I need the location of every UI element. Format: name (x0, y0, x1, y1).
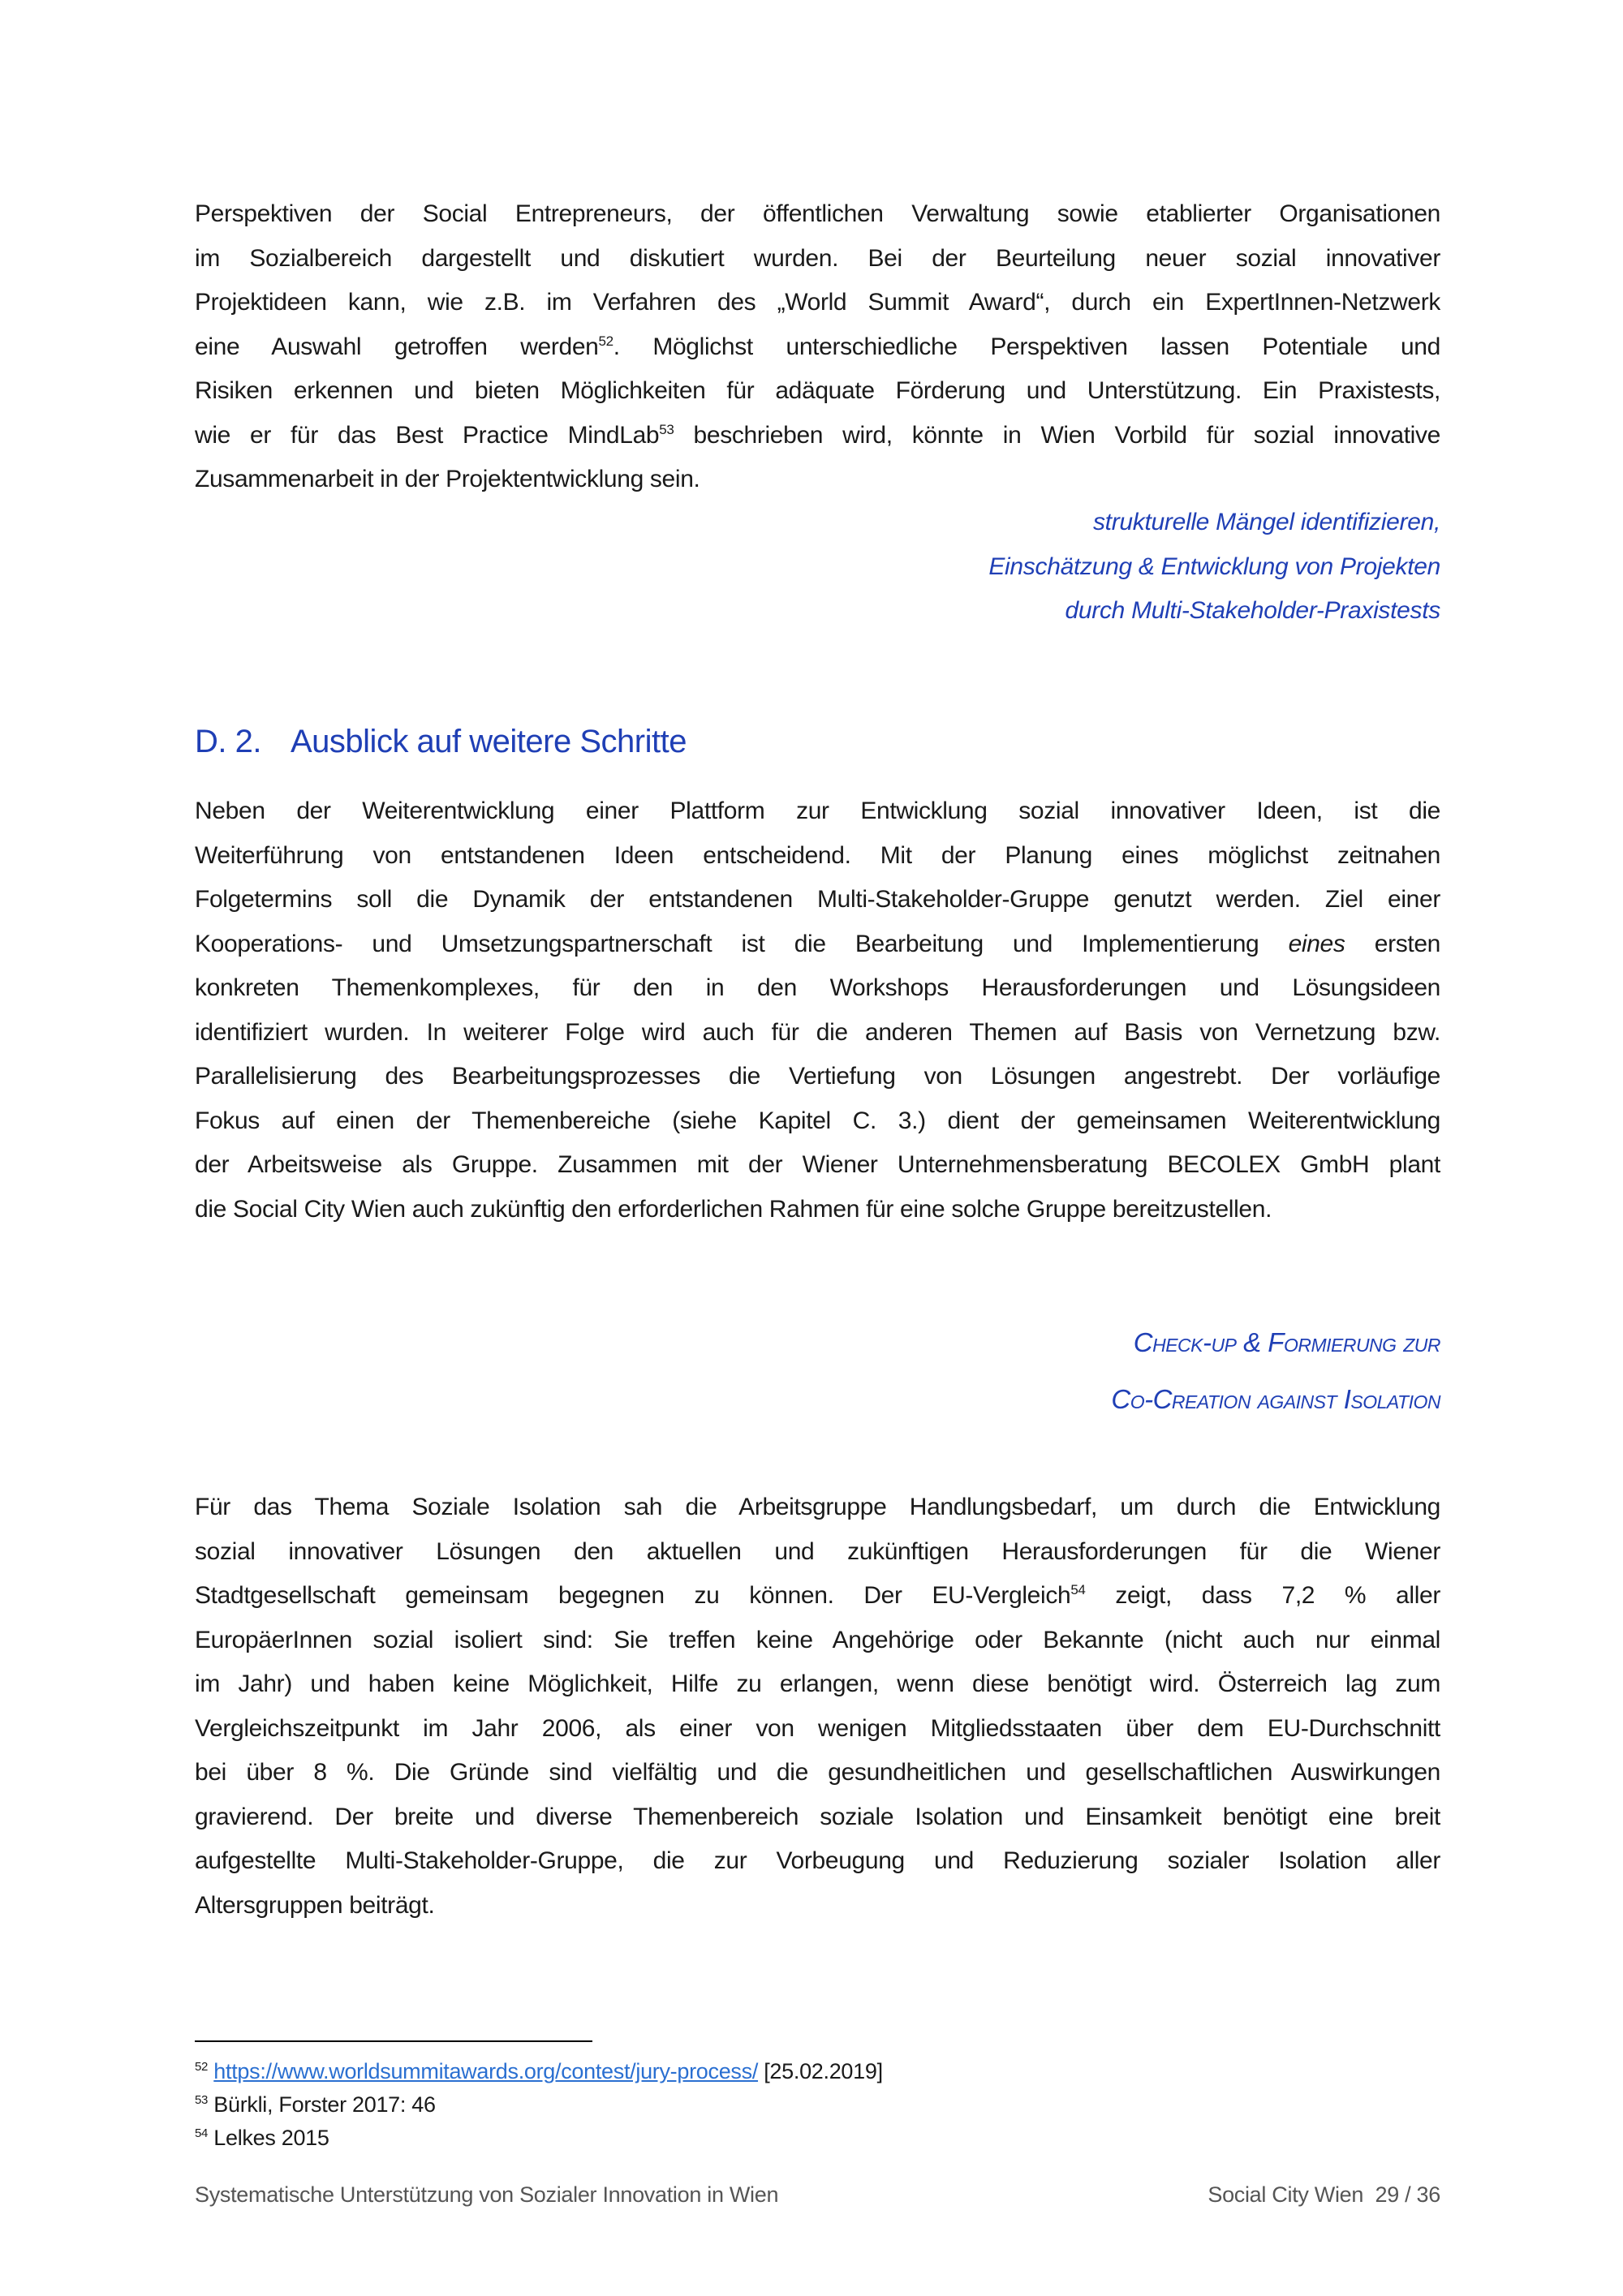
footnote-date: [25.02.2019] (758, 2059, 883, 2083)
footnote-separator (195, 2040, 592, 2042)
text-line (195, 966, 1440, 1011)
text-segment: identifiziert wurden. In weiterer Folge wird auch für die anderen Themen auf Basis von Vernetzung bzw. (195, 1018, 1440, 1046)
text-line (195, 1055, 1440, 1099)
text-line (195, 1884, 1440, 1928)
text-line (195, 834, 1440, 879)
text-segment: Kooperations- und Umsetzungspartnerschaft ist die Bearbeitung und Implementierung (195, 930, 1289, 957)
text-segment: EuropäerInnen sozial isoliert sind: Sie treffen keine Angehörige oder Bekannte (nicht auch nur einmal (195, 1626, 1440, 1653)
text-line (195, 1099, 1440, 1144)
text-segment: Vergleichszeitpunkt im Jahr 2006, als einer von wenigen Mitgliedsstaaten über dem EU-Durchschnitt (195, 1714, 1440, 1742)
paragraph-2 (195, 789, 1440, 1232)
text-line (195, 458, 1440, 502)
text-line (195, 237, 1440, 282)
text-line (195, 1662, 1440, 1707)
text-segment: wie er für das Best Practice MindLab (195, 421, 660, 449)
paragraph-1 (195, 192, 1440, 502)
footnote-53 (195, 2088, 436, 2121)
text-line (195, 922, 1440, 967)
text-segment: beschrieben wird, könnte in Wien Vorbild für sozial innovative (674, 421, 1440, 449)
text-segment: Stadtgesellschaft gemeinsam begegnen zu können. Der EU-Vergleich (195, 1582, 1071, 1609)
footnote-reference: 52 (598, 333, 613, 349)
section-heading (195, 724, 687, 760)
footnote-52 (195, 2055, 883, 2087)
quote-line: Einschätzung & Entwicklung von Projekten (988, 553, 1440, 580)
text-segment: . Möglichst unterschiedliche Perspektiven lassen Potentiale und (613, 333, 1440, 360)
subheading-line: Co-Creation against Isolation (1111, 1384, 1440, 1414)
text-segment: eine Auswahl getroffen werden (195, 333, 599, 360)
text-line (195, 1707, 1440, 1752)
footnote-number: 52 (195, 2060, 209, 2074)
footnote-text: Lelkes 2015 (213, 2126, 329, 2150)
text-segment: gravierend. Der breite und diverse Themenbereich soziale Isolation und Einsamkeit benötigt eine breit (195, 1803, 1440, 1830)
highlight-quote (988, 501, 1440, 634)
text-segment: eines (1288, 930, 1345, 957)
footnote-text: Bürkli, Forster 2017: 46 (213, 2092, 436, 2117)
footer-page-number: Social City Wien 29 / 36 (1208, 2182, 1440, 2207)
text-line (195, 1188, 1440, 1232)
text-segment: im Jahr) und haben keine Möglichkeit, Hilfe zu erlangen, wenn diese benötigt wird. Österreich lag zum (195, 1670, 1440, 1697)
text-segment: konkreten Themenkomplexes, für den in den Workshops Herausforderungen und Lösungsideen (195, 974, 1440, 1001)
text-line (195, 281, 1440, 325)
footnote-reference: 53 (659, 421, 674, 437)
text-line (195, 1530, 1440, 1575)
text-segment: Projektideen kann, wie z.B. im Verfahren des „World Summit Award“, durch ein ExpertInnen-Netzwerk (195, 289, 1440, 316)
text-segment: Perspektiven der Social Entrepreneurs, der öffentlichen Verwaltung sowie etablierter Organisationen (195, 200, 1440, 227)
text-segment: die Social City Wien auch zukünftig den erforderlichen Rahmen für eine solche Gruppe bereitzustellen. (195, 1195, 1272, 1223)
text-segment: Weiterführung von entstandenen Ideen entscheidend. Mit der Planung eines möglichst zeitnahen (195, 841, 1440, 869)
text-line (195, 414, 1440, 458)
quote-line: strukturelle Mängel identifizieren, (1092, 509, 1440, 535)
text-line (195, 789, 1440, 834)
text-segment: Zusammenarbeit in der Projektentwicklung sein. (195, 466, 700, 492)
text-segment: im Sozialbereich dargestellt und diskutiert wurden. Bei der Beurteilung neuer sozial innovativer (195, 244, 1440, 272)
text-line (195, 369, 1440, 414)
text-segment: Fokus auf einen der Themenbereiche (siehe Kapitel C. 3.) dient der gemeinsamen Weiterentwicklung (195, 1107, 1440, 1134)
text-line (195, 192, 1440, 237)
quote-line: durch Multi-Stakeholder-Praxistests (1065, 597, 1440, 624)
text-line (195, 1143, 1440, 1188)
text-segment: Für das Thema Soziale Isolation sah die Arbeitsgruppe Handlungsbedarf, um durch die Entwicklung (195, 1494, 1440, 1520)
footer-document-title: Systematische Unterstützung von Sozialer Innovation in Wien (195, 2182, 779, 2207)
footnote-reference: 54 (1070, 1582, 1086, 1597)
text-line (195, 1574, 1440, 1619)
text-segment: aufgestellte Multi-Stakeholder-Gruppe, die zur Vorbeugung und Reduzierung sozialer Isolation aller (195, 1847, 1440, 1874)
text-line (195, 1839, 1440, 1884)
text-line (195, 1011, 1440, 1056)
text-segment: zeigt, dass 7,2 % aller (1085, 1582, 1440, 1609)
text-segment: Altersgruppen beiträgt. (195, 1891, 435, 1919)
text-line (195, 878, 1440, 922)
text-line (195, 1751, 1440, 1795)
text-line (195, 325, 1440, 370)
text-segment: Parallelisierung des Bearbeitungsprozesses die Vertiefung von Lösungen angestrebt. Der vorläufige (195, 1063, 1440, 1090)
footnote-number: 53 (195, 2093, 209, 2107)
footnote-link[interactable]: https://www.worldsummitawards.org/contest/jury-process/ (213, 2059, 759, 2083)
text-segment: der Arbeitsweise als Gruppe. Zusammen mit der Wiener Unternehmensberatung BECOLEX GmbH plant (195, 1151, 1440, 1178)
footnote-54 (195, 2122, 329, 2154)
section-title: Ausblick auf weitere Schritte (291, 724, 687, 759)
text-line (195, 1795, 1440, 1840)
text-segment: sozial innovativer Lösungen den aktuellen und zukünftigen Herausforderungen für die Wiener (195, 1537, 1440, 1565)
paragraph-3 (195, 1486, 1440, 1928)
text-segment: Risiken erkennen und bieten Möglichkeiten für adäquate Förderung und Unterstützung. Ein Praxistests, (195, 377, 1440, 404)
text-segment: ersten (1345, 930, 1440, 957)
text-segment: Neben der Weiterentwicklung einer Plattform zur Entwicklung sozial innovativer Ideen, ist die (195, 798, 1440, 824)
text-line (195, 1619, 1440, 1663)
subheading-line: Check-up & Formierung zur (1133, 1327, 1440, 1357)
text-segment: bei über 8 %. Die Gründe sind vielfältig und die gesundheitlichen und gesellschaftlichen Auswirkungen (195, 1759, 1440, 1786)
section-number: D. 2. (195, 724, 261, 759)
footnote-number: 54 (195, 2126, 209, 2140)
subheading (1111, 1314, 1440, 1428)
text-line (195, 1486, 1440, 1530)
text-segment: Folgetermins soll die Dynamik der entstandenen Multi-Stakeholder-Gruppe genutzt werden. Ziel einer (195, 886, 1440, 913)
